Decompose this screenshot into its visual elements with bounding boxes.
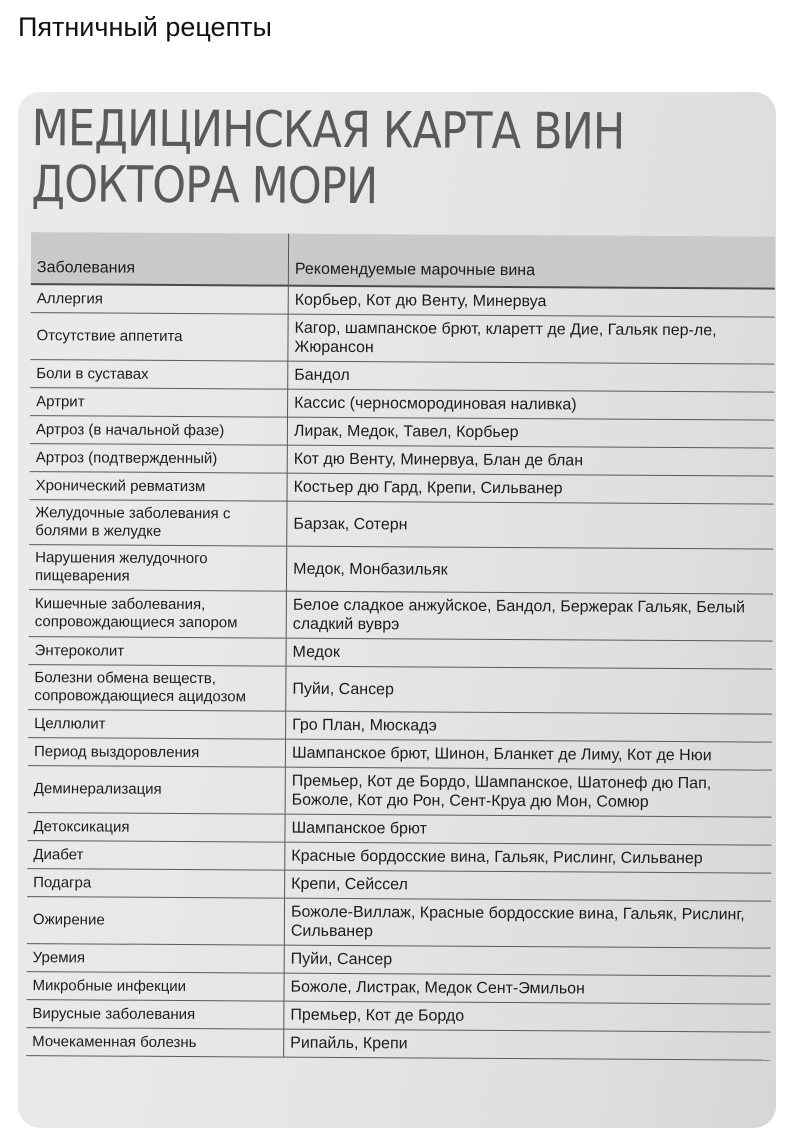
disease-cell: Вирусные заболевания [26,1000,284,1030]
disease-cell: Нарушения желудочного пищеварения [29,545,287,592]
disease-cell: Энтероколит [29,637,287,667]
table-row [26,972,770,1005]
table-row [31,284,775,317]
table-row [27,813,771,846]
table-row [29,545,773,595]
disease-cell: Хронический ревматизм [30,472,288,502]
table-row [30,444,774,477]
disease-cell: Болезни обмена веществ, сопровождающиеся ацидозом [28,665,286,712]
disease-cell: Уремия [27,944,285,974]
disease-cell: Целлюлит [28,710,286,740]
disease-cell: Диабет [27,841,285,871]
book-page-photo [18,92,776,1128]
wine-cell: Медок, Монбазильяк [286,546,773,594]
table-row [30,472,774,505]
disease-cell: Период выздоровления [28,738,286,768]
disease-cell: Боли в суставах [30,360,288,390]
disease-cell: Подагра [27,869,285,899]
table-row [28,710,772,743]
wine-cell: Корбьер, Кот дю Венту, Минервуа [288,286,775,317]
header-wines: Рекомендуемые марочные вина [288,234,775,289]
table-row [28,766,772,818]
wine-cell: Премьер, Кот де Бордо [284,1001,771,1032]
table-row [26,1028,770,1061]
disease-cell: Аллергия [31,284,289,314]
post-caption: Пятничный рецепты [18,12,272,42]
table-row [27,869,771,902]
table-row [28,665,772,715]
page-title [31,100,624,216]
table-row [28,738,772,771]
table-row [30,360,774,393]
disease-cell: Желудочные заболевания с болями в желудке [29,500,287,547]
disease-cell: Микробные инфекции [26,972,284,1002]
disease-cell: Ожирение [27,897,285,946]
disease-cell: Детоксикация [27,813,285,843]
table-row [29,590,773,642]
table-header-row [31,232,775,289]
wine-cell: Красные бордосские вина, Гальяк, Рислинг, Сильванер [285,842,772,873]
wine-cell: Шампанское брют [285,814,772,845]
wine-cell: Божоле-Виллаж, Красные бордосские вина, Гальяк, Рислинг, Сильванер [284,898,771,948]
disease-cell: Мочекаменная болезнь [26,1028,284,1058]
wine-cell: Барзак, Сотерн [287,501,774,549]
disease-cell: Артроз (подтвержденный) [30,444,288,474]
table-row [29,500,773,550]
wine-cell: Гро План, Мюскадэ [286,711,773,742]
wine-cell: Шампанское брют, Шинон, Бланкет де Лиму, Кот де Нюи [285,739,772,770]
table-row [26,1000,770,1033]
table-row [27,897,771,949]
table-row [30,416,774,449]
wine-cell: Лирак, Медок, Тавел, Корбьер [287,417,774,448]
disease-cell: Артрит [30,388,288,418]
disease-cell: Отсутствие аппетита [30,313,288,362]
title-line-1: МЕДИЦИНСКАЯ КАРТА ВИН [31,99,625,161]
disease-cell: Кишечные заболевания, сопровождающиеся запором [29,590,287,639]
wine-cell: Белое сладкое анжуйское, Бандол, Бержерак Гальяк, Белый сладкий вуврэ [286,591,773,641]
wine-cell: Кагор, шампанское брют, кларетт де Дие, Гальяк пер-ле, Жюрансон [288,314,775,364]
header-diseases: Заболевания [31,232,289,286]
wine-cell: Медок [286,638,773,669]
wine-cell: Кассис (черносмородиновая наливка) [288,389,775,420]
table-row [27,944,771,977]
wine-cell: Бандол [288,361,775,392]
wine-cell: Премьер, Кот де Бордо, Шампанское, Шатонеф дю Пап, Божоле, Кот дю Рон, Сент-Круа дю Мон, Сомюр [285,767,772,817]
table-row [30,313,774,365]
wine-cell: Крепи, Сейссел [285,870,772,901]
disease-cell: Деминерализация [28,766,286,815]
wine-cell: Рипайль, Крепи [284,1029,771,1060]
wine-cell: Кот дю Венту, Минервуа, Блан де блан [287,445,774,476]
disease-cell: Артроз (в начальной фазе) [30,416,288,446]
book-page [18,92,776,1128]
wine-cell: Пуйи, Сансер [286,666,773,714]
wine-cell: Божоле, Листрак, Медок Сент-Эмильон [284,973,771,1004]
table-row [27,841,771,874]
table-row [29,637,773,670]
wine-cell: Пуйи, Сансер [284,945,771,976]
wine-table [26,232,775,1061]
title-line-2: ДОКТОРА МОРИ [31,155,378,216]
wine-cell: Костьер дю Гард, Крепи, Сильванер [287,473,774,504]
table-row [30,388,774,421]
